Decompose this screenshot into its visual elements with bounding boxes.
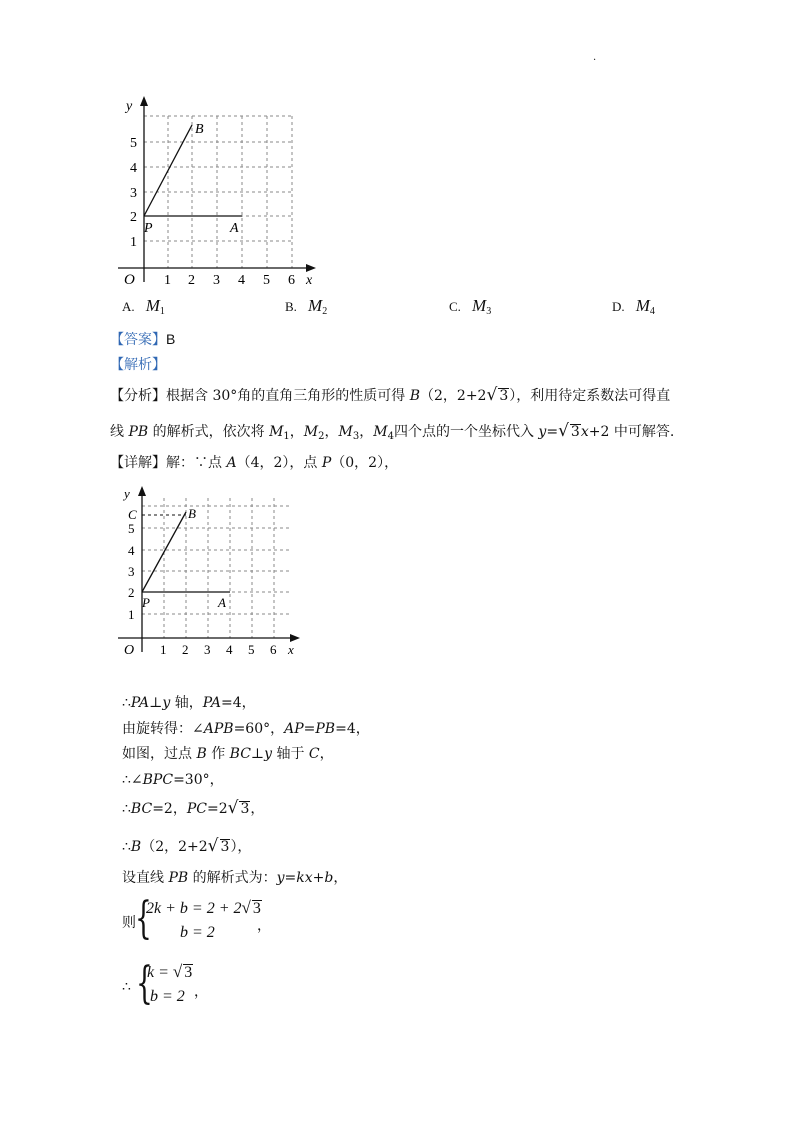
x-axis-label: x xyxy=(306,273,313,288)
option-letter: C. xyxy=(449,299,461,314)
step-5: ∴BC=2，PC=2√ 3， xyxy=(122,798,265,818)
x-tick: 5 xyxy=(248,642,255,657)
detail-tag: 【详解】 xyxy=(110,455,166,471)
x-tick: 6 xyxy=(270,642,277,657)
y-tick: 3 xyxy=(128,564,135,579)
option-a[interactable] xyxy=(122,296,165,317)
text: B xyxy=(409,388,421,404)
option-letter: A. xyxy=(122,299,135,314)
option-letter: D. xyxy=(612,299,625,314)
point-a-label: A xyxy=(230,221,239,236)
step-7: 设直线 PB 的解析式为：y=kx+b， xyxy=(122,870,348,886)
x-tick: 2 xyxy=(182,642,189,657)
x-tick: 1 xyxy=(164,273,171,288)
answer-value: B xyxy=(166,331,176,347)
y-tick: 4 xyxy=(130,161,137,176)
fenxi-tag: 【分析】 xyxy=(110,388,166,404)
x-tick: 4 xyxy=(226,642,233,657)
x-tick: 3 xyxy=(204,642,211,657)
x-tick: 3 xyxy=(213,273,220,288)
sqrt-value: 3 xyxy=(570,424,580,440)
text: ），利用待定系数法可得直 xyxy=(509,388,671,404)
option-letter: B. xyxy=(285,299,297,314)
text: 线 xyxy=(110,424,129,440)
therefore-sign: ∴ xyxy=(122,979,131,995)
point-c-label: C xyxy=(128,507,137,522)
point-p-label: P xyxy=(142,595,150,610)
point-b-label: B xyxy=(195,122,204,137)
text: A xyxy=(226,455,237,471)
detail-line xyxy=(110,453,398,473)
option-value: $M_4$ xyxy=(635,296,655,317)
system2-eq1: k = √ 3 xyxy=(147,962,193,981)
y-tick: 5 xyxy=(130,136,137,151)
comma: ， xyxy=(257,918,271,934)
text: （0，2）， xyxy=(331,455,399,471)
text: （4，2），点 xyxy=(236,455,322,471)
system1-eq2: b = 2 xyxy=(180,924,215,941)
grid xyxy=(144,116,292,268)
x-tick: 4 xyxy=(238,273,245,288)
y-tick: 3 xyxy=(130,186,137,201)
point-b-label: B xyxy=(188,506,196,521)
x-arrow-icon xyxy=(290,634,300,642)
answer-line xyxy=(110,329,175,350)
y-axis-label: y xyxy=(124,486,130,501)
point-a-label: A xyxy=(218,595,226,610)
x-axis-label: x xyxy=(288,642,294,657)
y-tick: 1 xyxy=(130,235,137,250)
origin-label: O xyxy=(124,643,135,658)
option-value: $M_3$ xyxy=(472,296,492,317)
option-value: $M_1$ xyxy=(145,296,165,317)
comma: ， xyxy=(194,984,208,1000)
y-tick: 4 xyxy=(128,543,135,558)
page-mark: . xyxy=(593,52,597,63)
x-tick: 1 xyxy=(160,642,167,657)
step-6: ∴B（2，2+2√ 3）， xyxy=(122,836,252,856)
y-tick: 2 xyxy=(130,210,137,225)
text: +2 中可解答. xyxy=(588,424,675,440)
coordinate-graph-2 xyxy=(112,484,312,660)
y-tick: 1 xyxy=(128,607,135,622)
text: 四个点的一个坐标代入 xyxy=(393,424,539,440)
text: 的解析式，依次将 xyxy=(148,424,270,440)
y-tick: 5 xyxy=(128,521,135,536)
text: 解：∵点 xyxy=(166,455,227,471)
step-1: ∴PA⊥y 轴，PA=4， xyxy=(122,695,256,711)
text: = xyxy=(546,424,559,440)
point-p-label: P xyxy=(144,221,153,236)
ze-label: 则 xyxy=(122,915,136,931)
x-arrow-icon xyxy=(306,264,316,272)
origin-label: O xyxy=(124,272,135,288)
system1-eq1: 2k + b = 2 + 2√ 3 xyxy=(146,898,261,917)
y-arrow-icon xyxy=(140,96,148,106)
option-b[interactable] xyxy=(285,296,327,317)
option-c[interactable] xyxy=(449,296,491,317)
text: P xyxy=(321,455,332,471)
y-axis-label: y xyxy=(126,99,133,114)
coordinate-graph-1 xyxy=(110,92,330,292)
fenxi-line-1: 【分析】根据含 30°角的直角三角形的性质可得 B（2，2+2√ 3），利用待定系数法可得直 xyxy=(110,385,671,405)
y-arrow-icon xyxy=(138,486,146,496)
x-tick: 5 xyxy=(263,273,270,288)
x-tick: 2 xyxy=(188,273,195,288)
sqrt-value: 3 xyxy=(499,388,509,404)
brace-icon: { xyxy=(135,893,152,944)
step-3: 如图，过点 B 作 BC⊥y 轴于 C， xyxy=(122,746,334,762)
step-4: ∴∠BPC=30°， xyxy=(122,772,224,788)
brace-icon: { xyxy=(136,958,153,1009)
text: PB xyxy=(128,424,149,440)
answer-tag: 【答案】 xyxy=(110,332,166,348)
step-2: 由旋转得：∠APB=60°，AP=PB=4， xyxy=(122,721,370,737)
fenxi-line-2: 线 PB 的解析式，依次将 $M_1$，$M_2$，$M_3$，$M_4$四个点的一个坐标代入 y=√ 3x+2 中可解答. xyxy=(110,421,675,442)
text: x xyxy=(580,424,589,440)
option-value: $M_2$ xyxy=(308,296,328,317)
grid xyxy=(142,498,290,638)
text: （2，2+2 xyxy=(420,388,487,404)
text: y xyxy=(538,424,547,440)
text: 根据含 30°角的直角三角形的性质可得 xyxy=(166,388,410,404)
system2-eq2: b = 2 xyxy=(150,988,185,1005)
option-d[interactable] xyxy=(612,296,655,317)
y-tick: 2 xyxy=(128,585,135,600)
analysis-tag: 【解析】 xyxy=(110,357,166,373)
x-tick: 6 xyxy=(288,273,295,288)
